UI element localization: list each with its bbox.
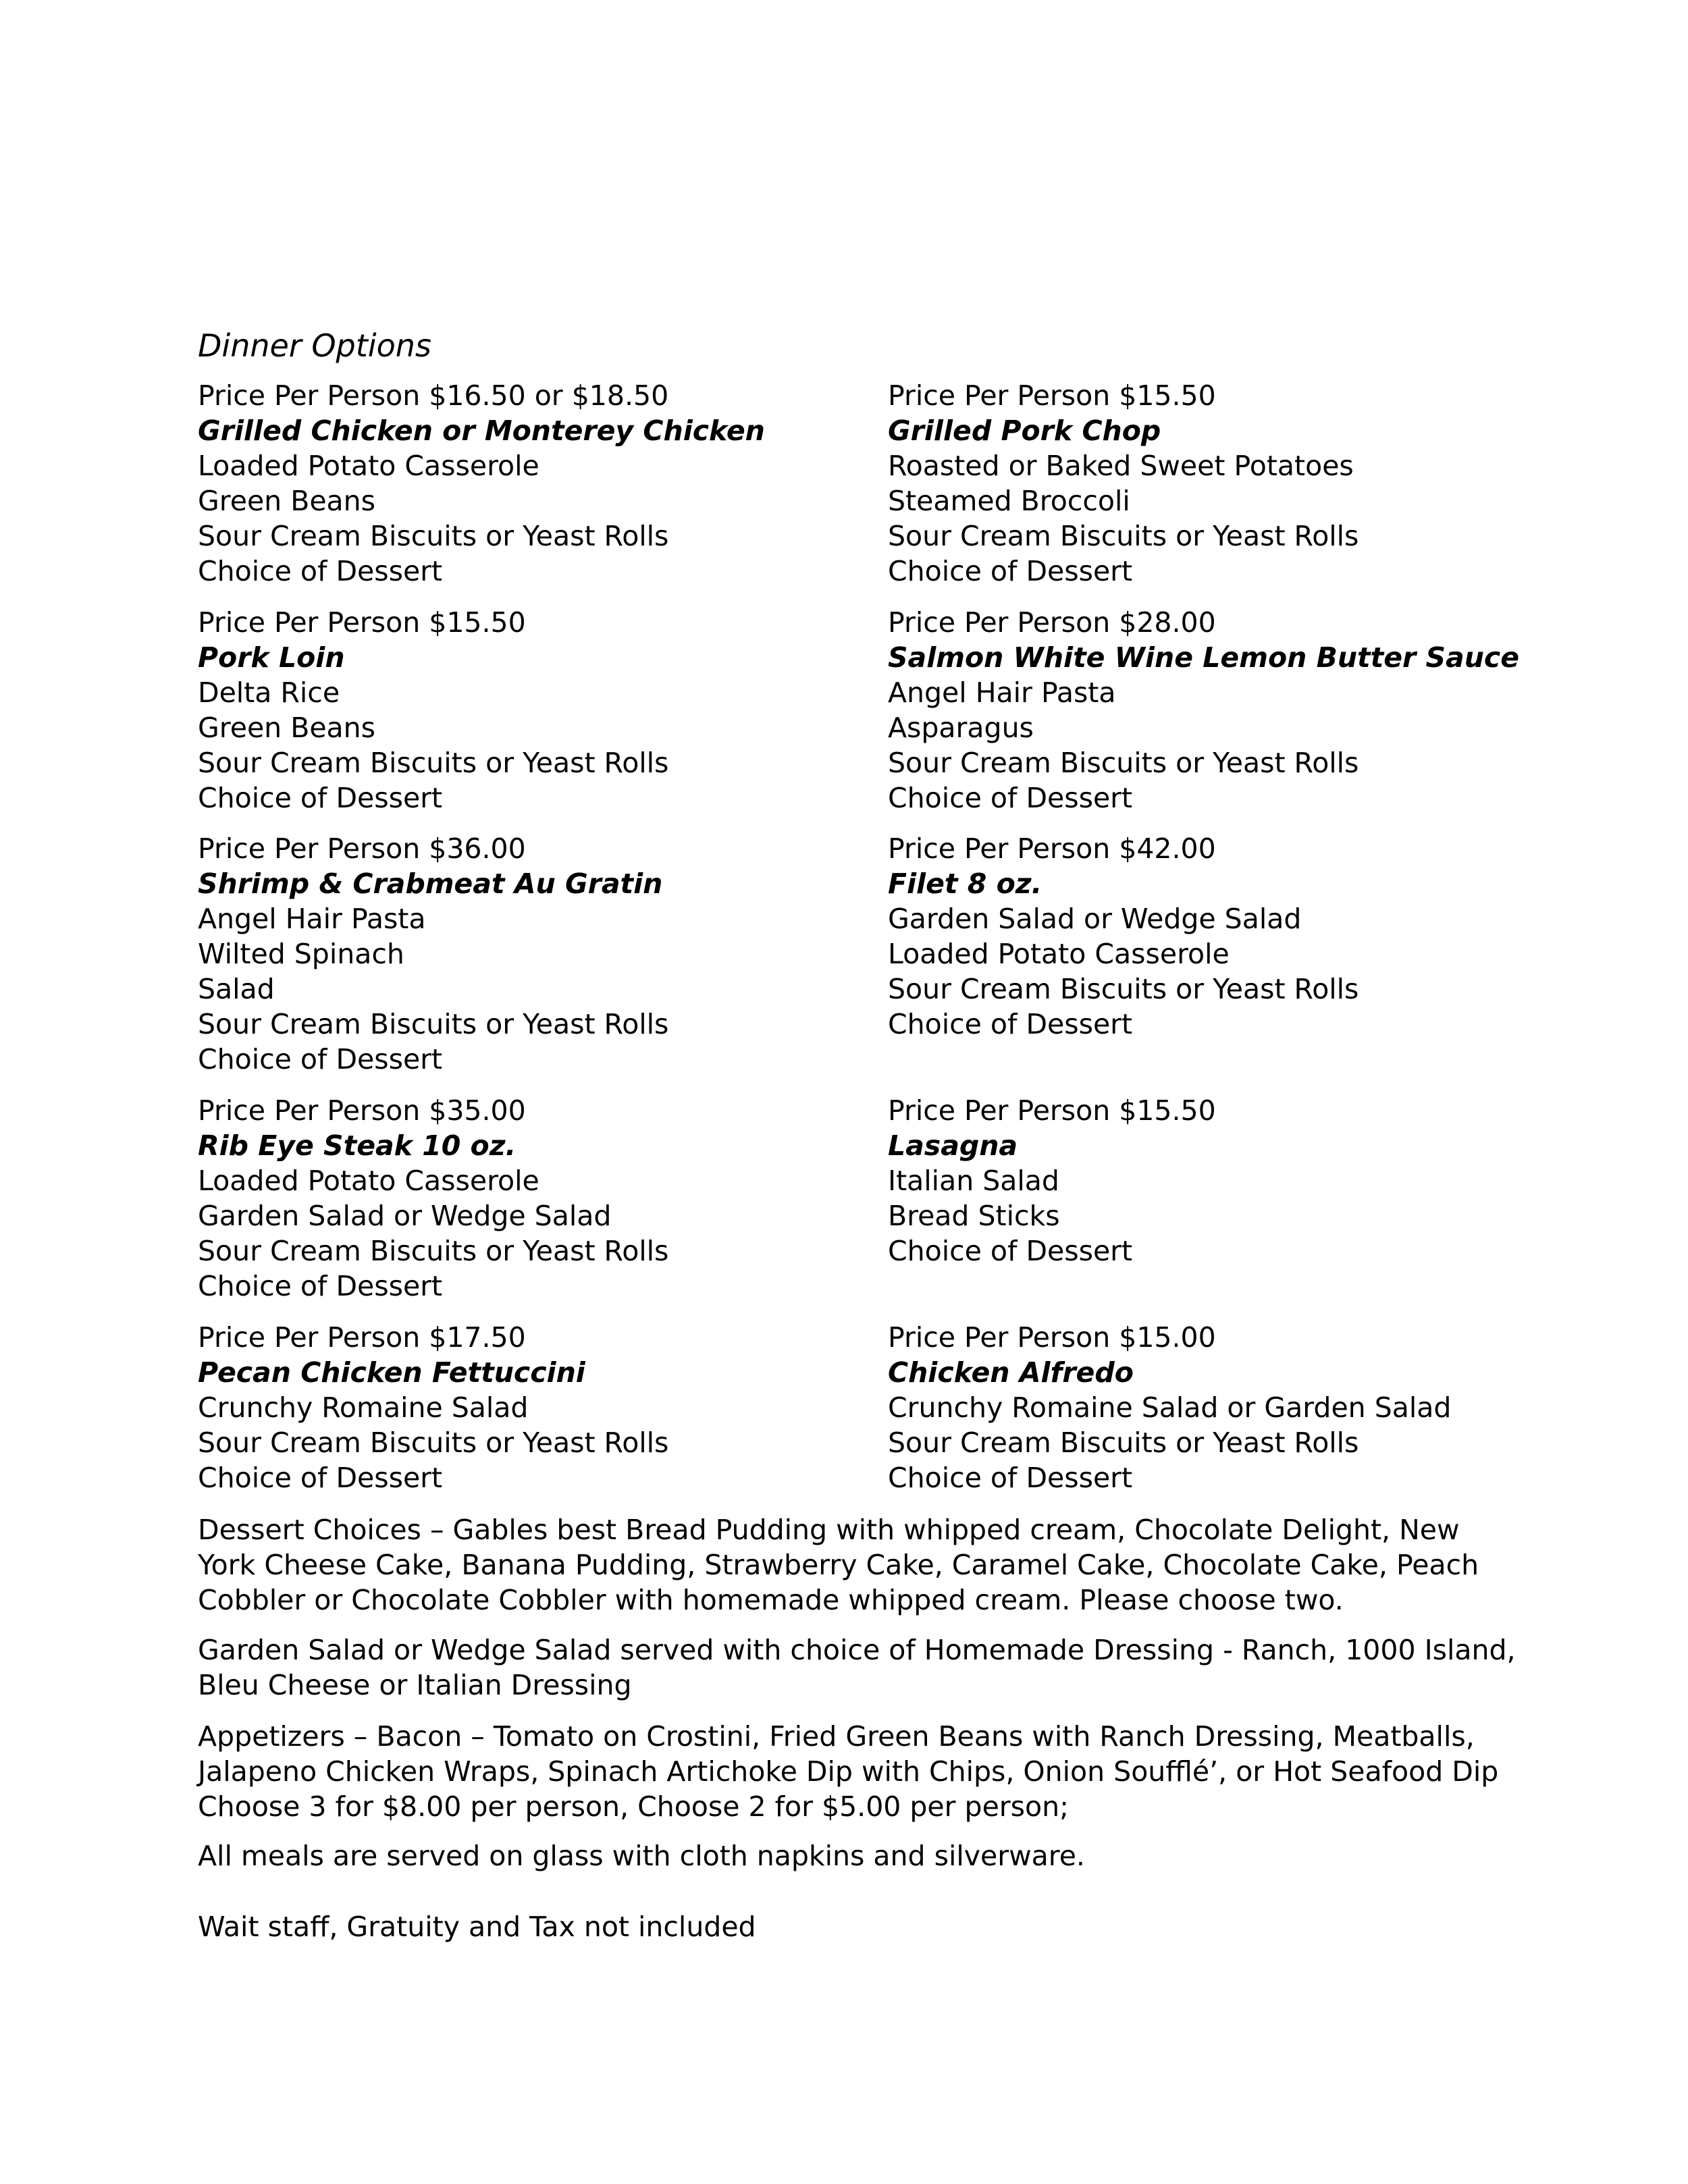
side-item: Choice of Dessert [888,1462,1133,1494]
dish-name: Rib Eye Steak 10 oz. [198,1129,517,1162]
note-line: Jalapeno Chicken Wraps, Spinach Artichoke Dip with Chips, Onion Soufflé’, or Hot Seafood Dip [198,1755,1499,1788]
side-item: Loaded Potato Casserole [198,450,539,482]
dish-name: Pecan Chicken Fettuccini [198,1356,585,1389]
dish-name: Pork Loin [198,641,345,674]
menu-item-chicken-alfredo [888,1320,1563,1495]
note-line: Wait staff, Gratuity and Tax not included [198,1911,756,1943]
dish-name: Grilled Pork Chop [888,415,1161,447]
price-line: Price Per Person $17.50 [198,1321,526,1354]
note-line: York Cheese Cake, Banana Pudding, Strawberry Cake, Caramel Cake, Chocolate Cake, Peach [198,1549,1479,1581]
side-item: Choice of Dessert [198,1462,443,1494]
service-note [198,1838,1548,1873]
price-line: Price Per Person $42.00 [888,832,1216,865]
menu-item-grilled-chicken [198,378,873,589]
menu-item-filet [888,831,1563,1042]
side-item: Choice of Dessert [198,1043,443,1075]
side-item: Garden Salad or Wedge Salad [198,1200,612,1232]
side-item: Sour Cream Biscuits or Yeast Rolls [198,1427,669,1459]
appetizers-note [198,1719,1548,1824]
dish-name: Lasagna [888,1129,1018,1162]
price-line: Price Per Person $15.50 [888,1094,1216,1127]
side-item: Angel Hair Pasta [198,903,426,935]
page-title: Dinner Options [198,327,431,364]
price-line: Price Per Person $15.50 [888,379,1216,412]
side-item: Sour Cream Biscuits or Yeast Rolls [888,1427,1359,1459]
side-item: Sour Cream Biscuits or Yeast Rolls [888,747,1359,779]
side-item: Choice of Dessert [888,1235,1133,1267]
side-item: Choice of Dessert [198,782,443,814]
price-line: Price Per Person $15.50 [198,606,526,639]
side-item: Sour Cream Biscuits or Yeast Rolls [888,973,1359,1005]
menu-item-grilled-pork-chop [888,378,1563,589]
note-line: Appetizers – Bacon – Tomato on Crostini, Fried Green Beans with Ranch Dressing, Meatballs, [198,1720,1475,1753]
side-item: Sour Cream Biscuits or Yeast Rolls [198,520,669,552]
menu-item-rib-eye [198,1093,873,1304]
note-line: Cobbler or Chocolate Cobbler with homemade whipped cream. Please choose two. [198,1584,1344,1616]
dish-name: Chicken Alfredo [888,1356,1134,1389]
menu-item-pork-loin [198,605,873,816]
side-item: Choice of Dessert [198,1270,443,1302]
dessert-choices-note [198,1512,1548,1618]
note-line: Garden Salad or Wedge Salad served with choice of Homemade Dressing - Ranch, 1000 Island, [198,1634,1516,1666]
menu-item-lasagna [888,1093,1563,1269]
dish-name: Filet 8 oz. [888,868,1043,900]
side-item: Green Beans [198,712,376,744]
dish-name: Shrimp & Crabmeat Au Gratin [198,868,663,900]
note-line: Choose 3 for $8.00 per person, Choose 2 for $5.00 per person; [198,1790,1069,1823]
side-item: Choice of Dessert [198,555,443,587]
tax-note [198,1909,1548,1944]
menu-item-salmon [888,605,1563,816]
side-item: Salad [198,973,275,1005]
side-item: Garden Salad or Wedge Salad [888,903,1302,935]
side-item: Sour Cream Biscuits or Yeast Rolls [888,520,1359,552]
price-line: Price Per Person $15.00 [888,1321,1216,1354]
side-item: Bread Sticks [888,1200,1060,1232]
side-item: Choice of Dessert [888,1008,1133,1040]
price-line: Price Per Person $16.50 or $18.50 [198,379,669,412]
side-item: Crunchy Romaine Salad [198,1391,529,1424]
side-item: Green Beans [198,485,376,517]
side-item: Crunchy Romaine Salad or Garden Salad [888,1391,1452,1424]
note-line: Dessert Choices – Gables best Bread Pudding with whipped cream, Chocolate Delight, New [198,1514,1460,1546]
menu-item-shrimp-crabmeat [198,831,873,1077]
side-item: Loaded Potato Casserole [198,1165,539,1197]
side-item: Sour Cream Biscuits or Yeast Rolls [198,747,669,779]
menu-item-pecan-chicken [198,1320,873,1495]
dish-name: Salmon White Wine Lemon Butter Sauce [888,641,1520,674]
dish-name: Grilled Chicken or Monterey Chicken [198,415,765,447]
price-line: Price Per Person $35.00 [198,1094,526,1127]
side-item: Asparagus [888,712,1034,744]
side-item: Sour Cream Biscuits or Yeast Rolls [198,1008,669,1040]
salad-dressing-note [198,1632,1548,1703]
side-item: Sour Cream Biscuits or Yeast Rolls [198,1235,669,1267]
price-line: Price Per Person $36.00 [198,832,526,865]
side-item: Choice of Dessert [888,782,1133,814]
note-line: Bleu Cheese or Italian Dressing [198,1669,632,1701]
side-item: Steamed Broccoli [888,485,1130,517]
price-line: Price Per Person $28.00 [888,606,1216,639]
side-item: Wilted Spinach [198,938,404,970]
side-item: Choice of Dessert [888,555,1133,587]
side-item: Italian Salad [888,1165,1059,1197]
side-item: Delta Rice [198,676,340,709]
side-item: Angel Hair Pasta [888,676,1116,709]
note-line: All meals are served on glass with cloth napkins and silverware. [198,1840,1085,1872]
side-item: Roasted or Baked Sweet Potatoes [888,450,1354,482]
side-item: Loaded Potato Casserole [888,938,1230,970]
